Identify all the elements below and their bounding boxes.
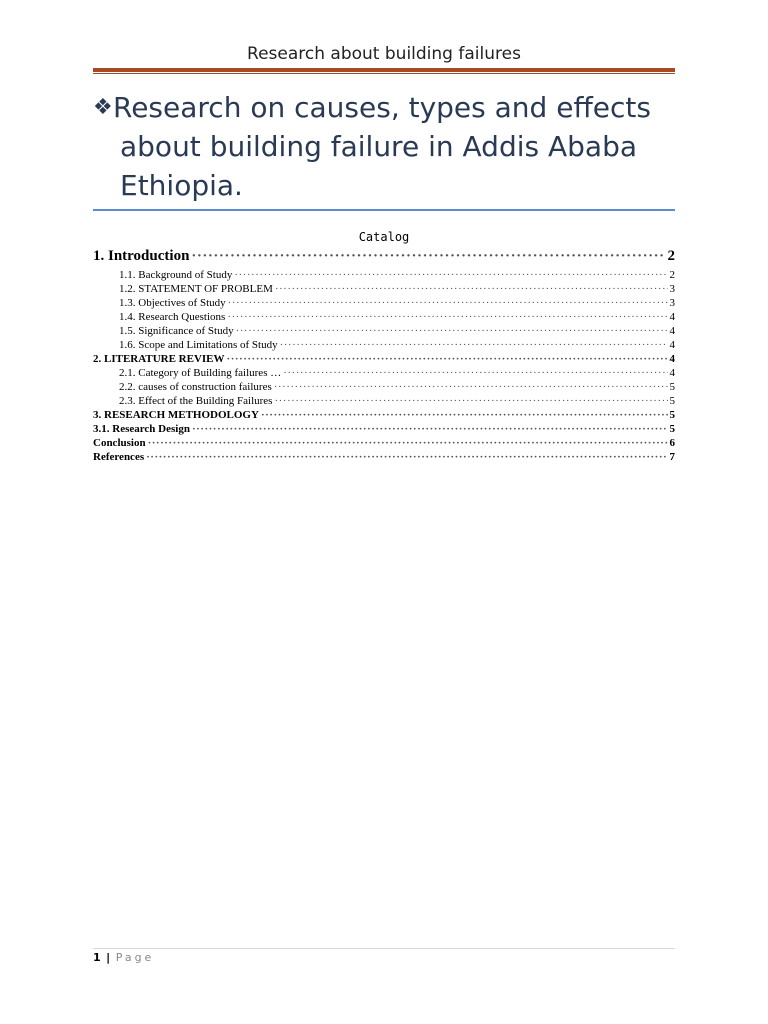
toc-entry-title: 1.3. Objectives of Study (119, 297, 226, 309)
toc-entry-title: 1.6. Scope and Limitations of Study (119, 339, 278, 351)
footer-rule (93, 948, 675, 949)
toc-leader (146, 450, 667, 464)
toc-entry-title: 1.1. Background of Study (119, 269, 233, 281)
header-rule-thin (93, 73, 675, 74)
document-title (93, 88, 683, 205)
diamond-bullet-icon: ❖ (93, 95, 113, 120)
toc-entry-page: 3 (669, 297, 675, 309)
footer-separator: | (106, 951, 111, 964)
toc-entry-page: 4 (669, 367, 675, 379)
page-label: Page (115, 951, 155, 964)
toc-entry-introduction[interactable] (93, 246, 675, 266)
toc-entry[interactable] (93, 436, 675, 450)
toc-entry-title: 2. LITERATURE REVIEW (93, 353, 225, 365)
toc-entry[interactable] (93, 282, 675, 296)
toc-leader (280, 338, 668, 352)
toc-leader (227, 352, 668, 366)
toc-leader (191, 246, 665, 266)
toc-entry[interactable] (93, 422, 675, 436)
toc-entry-title: 1.5. Significance of Study (119, 325, 234, 337)
toc-entry[interactable] (93, 366, 675, 380)
toc-entry-page: 5 (669, 409, 675, 421)
toc-entry-page: 4 (669, 353, 675, 365)
toc-entry[interactable] (93, 352, 675, 366)
catalog-heading: Catalog (358, 230, 410, 244)
toc-entry-page: 7 (669, 451, 675, 463)
toc-entry[interactable] (93, 324, 675, 338)
toc-entry-page: 3 (669, 283, 675, 295)
page-number: 1 (93, 951, 101, 964)
toc-entry-title: 1.4. Research Questions (119, 311, 226, 323)
toc-leader (274, 394, 667, 408)
title-rule (93, 209, 675, 211)
title-line-1: Research on causes, types and effects (113, 91, 651, 124)
toc-entry-title: 3.1. Research Design (93, 423, 190, 435)
toc-entry-page: 2 (669, 269, 675, 281)
toc-entry-page: 5 (669, 423, 675, 435)
toc-entry[interactable] (93, 310, 675, 324)
toc-entry-title: 2.1. Category of Building failures … (119, 367, 282, 379)
toc-leader (227, 310, 667, 324)
toc-entry-page: 4 (669, 339, 675, 351)
page-footer (93, 951, 154, 964)
toc-leader (261, 408, 668, 422)
title-line-2: about building failure in Addis Ababa (120, 130, 638, 163)
toc-entry[interactable] (93, 268, 675, 282)
toc-leader (283, 366, 667, 380)
toc-entry-title: References (93, 451, 145, 463)
header-rule (93, 68, 675, 72)
toc-entry[interactable] (93, 408, 675, 422)
toc-entry-page: 6 (669, 437, 675, 449)
toc-entry-page: 4 (669, 325, 675, 337)
toc-entry-title: 3. RESEARCH METHODOLOGY (93, 409, 259, 421)
toc-leader (192, 422, 668, 436)
toc-leader (148, 436, 668, 450)
toc-entry-page: 5 (669, 395, 675, 407)
toc-leader (234, 268, 667, 282)
toc-entry-title: 1. Introduction (93, 248, 190, 264)
toc-entry-title: 2.2. causes of construction failures (119, 381, 272, 393)
toc-leader (228, 296, 668, 310)
toc-entry[interactable] (93, 450, 675, 464)
toc-entry[interactable] (93, 296, 675, 310)
title-line-3: Ethiopia. (120, 169, 243, 202)
toc-entry-title: 2.3. Effect of the Building Failures (119, 395, 273, 407)
toc-entry[interactable] (93, 338, 675, 352)
toc-entry-title: Conclusion (93, 437, 146, 449)
running-header: Research about building failures (247, 44, 521, 64)
toc-leader (236, 324, 668, 338)
toc-leader (275, 282, 668, 296)
toc-leader (274, 380, 668, 394)
toc-entry-page: 2 (667, 248, 675, 264)
table-of-contents (93, 246, 675, 464)
toc-entry[interactable] (93, 394, 675, 408)
toc-entry[interactable] (93, 380, 675, 394)
toc-entry-title: 1.2. STATEMENT OF PROBLEM (119, 283, 273, 295)
toc-entry-page: 5 (669, 381, 675, 393)
toc-entry-page: 4 (669, 311, 675, 323)
